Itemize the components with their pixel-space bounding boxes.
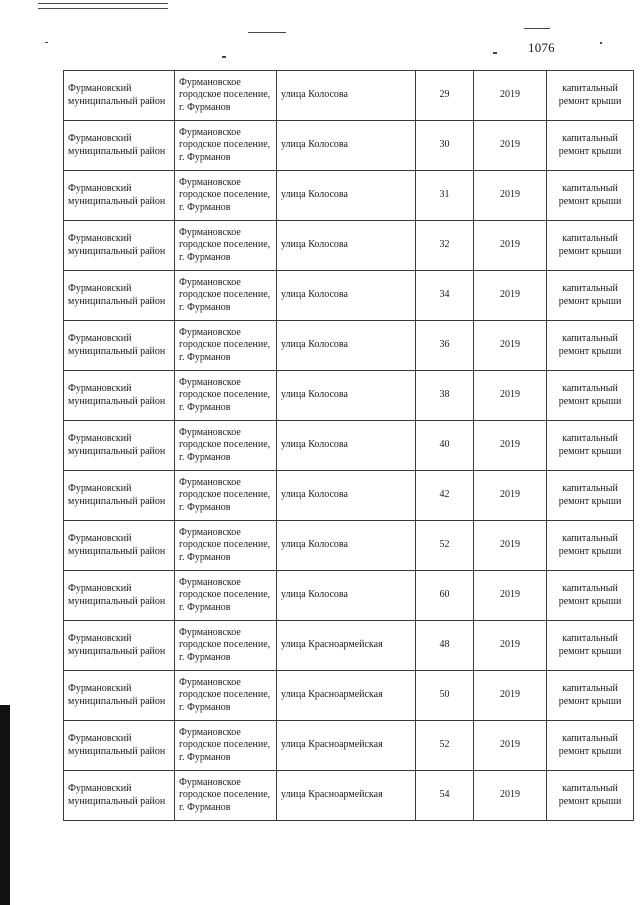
district-cell: Фурмановский муниципальный район bbox=[64, 471, 175, 521]
year-cell: 2019 bbox=[474, 71, 547, 121]
work-type-cell: капитальный ремонт крыши bbox=[547, 721, 634, 771]
work-type-cell: капитальный ремонт крыши bbox=[547, 221, 634, 271]
settlement-cell: Фурмановское городское поселение, г. Фурманов bbox=[175, 221, 277, 271]
district-cell: Фурмановский муниципальный район bbox=[64, 221, 175, 271]
work-type-cell: капитальный ремонт крыши bbox=[547, 121, 634, 171]
street-cell: улица Колосова bbox=[277, 421, 416, 471]
table-row bbox=[64, 321, 634, 371]
house-number-cell: 50 bbox=[416, 671, 474, 721]
street-cell: улица Колосова bbox=[277, 121, 416, 171]
settlement-cell: Фурмановское городское поселение, г. Фурманов bbox=[175, 321, 277, 371]
year-cell: 2019 bbox=[474, 621, 547, 671]
work-type-cell: капитальный ремонт крыши bbox=[547, 571, 634, 621]
table-row bbox=[64, 471, 634, 521]
house-number-cell: 40 bbox=[416, 421, 474, 471]
district-cell: Фурмановский муниципальный район bbox=[64, 671, 175, 721]
year-cell: 2019 bbox=[474, 771, 547, 821]
scan-mark bbox=[493, 52, 497, 54]
scan-mark bbox=[38, 3, 168, 4]
district-cell: Фурмановский муниципальный район bbox=[64, 121, 175, 171]
table-row bbox=[64, 271, 634, 321]
street-cell: улица Колосова bbox=[277, 571, 416, 621]
year-cell: 2019 bbox=[474, 471, 547, 521]
house-number-cell: 29 bbox=[416, 71, 474, 121]
scan-mark bbox=[45, 42, 48, 43]
page-number: 1076 bbox=[528, 40, 555, 55]
house-number-cell: 54 bbox=[416, 771, 474, 821]
house-number-cell: 38 bbox=[416, 371, 474, 421]
house-number-cell: 52 bbox=[416, 721, 474, 771]
scan-mark bbox=[600, 42, 602, 44]
table-row bbox=[64, 771, 634, 821]
settlement-cell: Фурмановское городское поселение, г. Фурманов bbox=[175, 721, 277, 771]
year-cell: 2019 bbox=[474, 221, 547, 271]
district-cell: Фурмановский муниципальный район bbox=[64, 71, 175, 121]
table-row bbox=[64, 421, 634, 471]
settlement-cell: Фурмановское городское поселение, г. Фурманов bbox=[175, 671, 277, 721]
settlement-cell: Фурмановское городское поселение, г. Фурманов bbox=[175, 271, 277, 321]
district-cell: Фурмановский муниципальный район bbox=[64, 321, 175, 371]
street-cell: улица Красноармейская bbox=[277, 621, 416, 671]
year-cell: 2019 bbox=[474, 121, 547, 171]
district-cell: Фурмановский муниципальный район bbox=[64, 571, 175, 621]
scan-mark bbox=[38, 8, 168, 9]
street-cell: улица Колосова bbox=[277, 71, 416, 121]
settlement-cell: Фурмановское городское поселение, г. Фурманов bbox=[175, 371, 277, 421]
house-number-cell: 60 bbox=[416, 571, 474, 621]
settlement-cell: Фурмановское городское поселение, г. Фурманов bbox=[175, 471, 277, 521]
district-cell: Фурмановский муниципальный район bbox=[64, 271, 175, 321]
table-body bbox=[64, 71, 634, 821]
settlement-cell: Фурмановское городское поселение, г. Фурманов bbox=[175, 71, 277, 121]
house-number-cell: 36 bbox=[416, 321, 474, 371]
settlement-cell: Фурмановское городское поселение, г. Фурманов bbox=[175, 771, 277, 821]
year-cell: 2019 bbox=[474, 271, 547, 321]
table-row bbox=[64, 371, 634, 421]
year-cell: 2019 bbox=[474, 171, 547, 221]
year-cell: 2019 bbox=[474, 321, 547, 371]
year-cell: 2019 bbox=[474, 521, 547, 571]
table-row bbox=[64, 171, 634, 221]
table-row bbox=[64, 121, 634, 171]
work-type-cell: капитальный ремонт крыши bbox=[547, 621, 634, 671]
house-number-cell: 31 bbox=[416, 171, 474, 221]
house-number-cell: 32 bbox=[416, 221, 474, 271]
year-cell: 2019 bbox=[474, 421, 547, 471]
street-cell: улица Красноармейская bbox=[277, 671, 416, 721]
house-number-cell: 34 bbox=[416, 271, 474, 321]
settlement-cell: Фурмановское городское поселение, г. Фурманов bbox=[175, 121, 277, 171]
settlement-cell: Фурмановское городское поселение, г. Фурманов bbox=[175, 421, 277, 471]
street-cell: улица Колосова bbox=[277, 371, 416, 421]
table-row bbox=[64, 621, 634, 671]
scan-mark bbox=[222, 56, 226, 58]
work-type-cell: капитальный ремонт крыши bbox=[547, 521, 634, 571]
settlement-cell: Фурмановское городское поселение, г. Фурманов bbox=[175, 171, 277, 221]
street-cell: улица Колосова bbox=[277, 471, 416, 521]
district-cell: Фурмановский муниципальный район bbox=[64, 521, 175, 571]
table-row bbox=[64, 671, 634, 721]
work-type-cell: капитальный ремонт крыши bbox=[547, 271, 634, 321]
work-type-cell: капитальный ремонт крыши bbox=[547, 471, 634, 521]
district-cell: Фурмановский муниципальный район bbox=[64, 171, 175, 221]
street-cell: улица Колосова bbox=[277, 171, 416, 221]
table-row bbox=[64, 521, 634, 571]
street-cell: улица Красноармейская bbox=[277, 771, 416, 821]
year-cell: 2019 bbox=[474, 371, 547, 421]
table-row bbox=[64, 71, 634, 121]
scan-mark bbox=[524, 28, 550, 29]
street-cell: улица Колосова bbox=[277, 321, 416, 371]
district-cell: Фурмановский муниципальный район bbox=[64, 421, 175, 471]
work-type-cell: капитальный ремонт крыши bbox=[547, 321, 634, 371]
work-type-cell: капитальный ремонт крыши bbox=[547, 771, 634, 821]
work-type-cell: капитальный ремонт крыши bbox=[547, 421, 634, 471]
settlement-cell: Фурмановское городское поселение, г. Фурманов bbox=[175, 571, 277, 621]
housing-repair-table bbox=[63, 70, 634, 821]
work-type-cell: капитальный ремонт крыши bbox=[547, 371, 634, 421]
house-number-cell: 30 bbox=[416, 121, 474, 171]
district-cell: Фурмановский муниципальный район bbox=[64, 621, 175, 671]
district-cell: Фурмановский муниципальный район bbox=[64, 371, 175, 421]
house-number-cell: 48 bbox=[416, 621, 474, 671]
year-cell: 2019 bbox=[474, 571, 547, 621]
year-cell: 2019 bbox=[474, 671, 547, 721]
house-number-cell: 42 bbox=[416, 471, 474, 521]
table-row bbox=[64, 721, 634, 771]
settlement-cell: Фурмановское городское поселение, г. Фурманов bbox=[175, 621, 277, 671]
table-row bbox=[64, 221, 634, 271]
street-cell: улица Колосова bbox=[277, 221, 416, 271]
table-row bbox=[64, 571, 634, 621]
work-type-cell: капитальный ремонт крыши bbox=[547, 171, 634, 221]
district-cell: Фурмановский муниципальный район bbox=[64, 721, 175, 771]
street-cell: улица Колосова bbox=[277, 521, 416, 571]
district-cell: Фурмановский муниципальный район bbox=[64, 771, 175, 821]
settlement-cell: Фурмановское городское поселение, г. Фурманов bbox=[175, 521, 277, 571]
house-number-cell: 52 bbox=[416, 521, 474, 571]
year-cell: 2019 bbox=[474, 721, 547, 771]
work-type-cell: капитальный ремонт крыши bbox=[547, 671, 634, 721]
work-type-cell: капитальный ремонт крыши bbox=[547, 71, 634, 121]
scan-mark bbox=[248, 32, 286, 33]
street-cell: улица Красноармейская bbox=[277, 721, 416, 771]
scan-edge-bar bbox=[0, 705, 10, 905]
street-cell: улица Колосова bbox=[277, 271, 416, 321]
